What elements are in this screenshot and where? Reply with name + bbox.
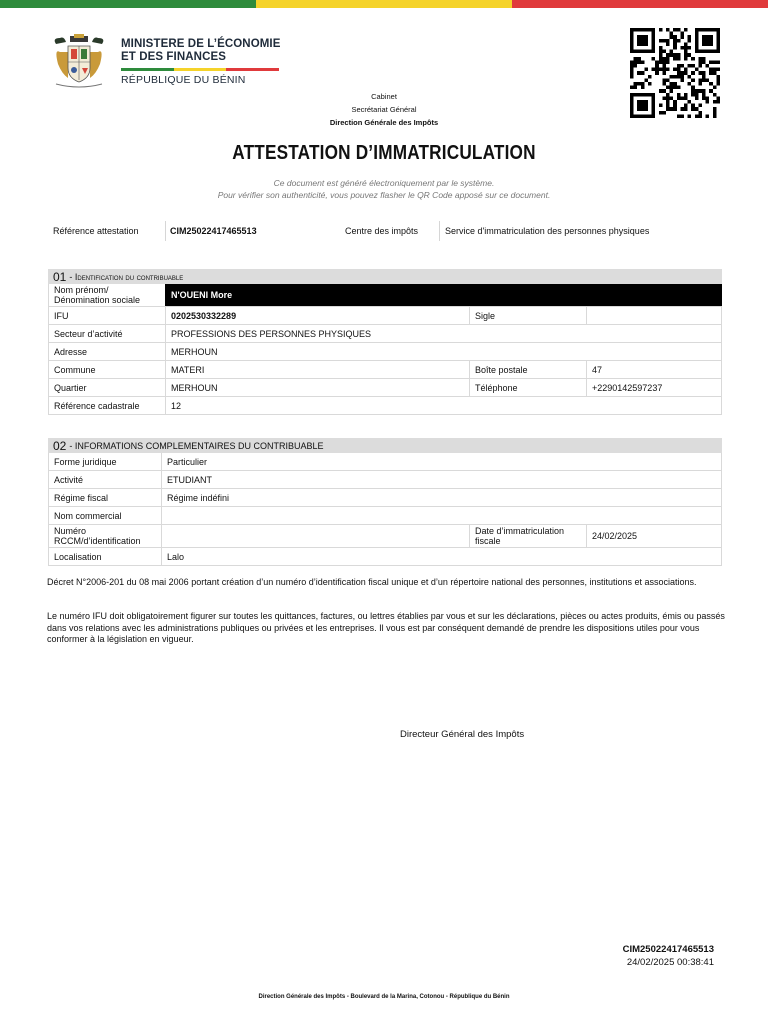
row-adresse <box>48 343 722 361</box>
date-label <box>469 525 586 547</box>
section-title-prefix: - I <box>69 271 78 282</box>
flag-band <box>0 0 768 8</box>
admin-secretariat: Secrétariat Général <box>351 105 417 114</box>
row-ifu <box>48 307 722 325</box>
commune-label: Commune <box>54 364 96 375</box>
telephone-value: +2290142597237 <box>586 379 721 396</box>
notice-line-1: Ce document est généré électroniquement par le système. <box>273 178 495 188</box>
nom-commercial-label: Nom commercial <box>54 510 122 521</box>
rccm-value <box>161 525 469 547</box>
ministry-color-rule <box>121 68 279 71</box>
activite-value: ETUDIANT <box>161 471 721 488</box>
name-label <box>49 284 165 306</box>
section-number: 01 <box>53 269 67 284</box>
document-title: ATTESTATION D’IMMATRICULATION <box>232 142 536 164</box>
row-cadastre <box>48 397 722 415</box>
admin-direction: Direction Générale des Impôts <box>329 118 439 127</box>
page-footer: Direction Générale des Impôts - Boulevard de la Marina, Cotonou - République du Bénin <box>258 994 510 1000</box>
row-regime <box>48 489 722 507</box>
flag-green-stripe <box>0 0 256 8</box>
footer-reference <box>623 943 714 969</box>
flag-red-stripe <box>512 0 768 8</box>
benin-coat-of-arms-icon <box>48 34 110 90</box>
localisation-label: Localisation <box>54 551 102 562</box>
rccm-label <box>49 525 161 547</box>
date-label-line2: fiscale <box>475 536 501 546</box>
rccm-label-line2: RCCM/d’identification <box>54 536 141 546</box>
row-commune <box>48 361 722 379</box>
row-forme <box>48 453 722 471</box>
cadastre-value: 12 <box>165 397 721 414</box>
quartier-label: Quartier <box>54 382 87 393</box>
notice-line-2: Pour vérifier son authenticité, vous pouvez flasher le QR Code apposé sur ce document. <box>217 189 551 200</box>
taxpayer-name-value: N'OUENI More <box>165 284 722 306</box>
section-02-header <box>48 438 722 453</box>
reference-row <box>48 221 722 241</box>
divider <box>165 221 166 241</box>
sigle-label: Sigle <box>469 307 586 324</box>
date-label-line1: Date d’immatriculation <box>475 526 565 536</box>
row-activite <box>48 471 722 489</box>
reference-value: CIM25022417465513 <box>170 226 257 236</box>
section-identification <box>48 269 722 415</box>
name-label-line2: Dénomination sociale <box>54 295 141 305</box>
ministry-name-line1: MINISTERE DE L’ÉCONOMIE <box>121 38 281 50</box>
decree-paragraph: Décret N°2006-201 du 08 mai 2006 portant création d’un numéro d’identification fiscal unique et d’un répertoire national des personnes, institutions et associations. <box>47 577 697 587</box>
adresse-value: MERHOUN <box>165 343 721 360</box>
nom-commercial-value <box>161 507 721 524</box>
row-secteur <box>48 325 722 343</box>
ifu-value: 0202530332289 <box>165 307 469 324</box>
ministry-name-line2: ET DES FINANCES <box>121 51 227 63</box>
date-value: 24/02/2025 <box>586 525 721 547</box>
secteur-value: PROFESSIONS DES PERSONNES PHYSIQUES <box>165 325 721 342</box>
regime-value: Régime indéfini <box>161 489 721 506</box>
centre-value: Service d'immatriculation des personnes physiques <box>445 226 650 236</box>
flag-yellow-stripe <box>256 0 512 8</box>
admin-cabinet: Cabinet <box>371 92 397 101</box>
rccm-label-line1: Numéro <box>54 526 87 536</box>
telephone-label: Téléphone <box>469 379 586 396</box>
localisation-value: Lalo <box>161 548 721 565</box>
row-nom-commercial <box>48 507 722 525</box>
divider <box>439 221 440 241</box>
row-localisation <box>48 548 722 566</box>
forme-label: Forme juridique <box>54 456 117 467</box>
section-title: dentification du contribuable <box>77 271 184 282</box>
section-complementary <box>48 438 722 566</box>
secteur-label: Secteur d’activité <box>54 328 123 339</box>
forme-value: Particulier <box>161 453 721 470</box>
boite-value: 47 <box>586 361 721 378</box>
row-quartier <box>48 379 722 397</box>
footer-reference-code: CIM25022417465513 <box>622 944 714 955</box>
admin-lines <box>0 90 768 129</box>
sigle-value <box>586 307 721 324</box>
centre-label: Centre des impôts <box>345 226 419 236</box>
activite-label: Activité <box>54 474 84 485</box>
quartier-value: MERHOUN <box>165 379 469 396</box>
name-label-line1: Nom prénom/ <box>54 285 109 295</box>
section-01-header <box>48 269 722 284</box>
electronic-notice <box>0 178 768 201</box>
ifu-label: IFU <box>54 310 69 321</box>
section-number: 02 <box>53 438 67 453</box>
row-rccm <box>48 525 722 548</box>
row-name <box>48 284 722 307</box>
signature-title: Directeur Général des Impôts <box>400 729 525 740</box>
ministry-block <box>121 38 280 86</box>
regime-label: Régime fiscal <box>54 492 109 503</box>
ifu-obligation-paragraph: Le numéro IFU doit obligatoirement figurer sur toutes les quittances, factures, ou lettres établies par vous et sur les déclarations, pièces ou actes produits, émis ou passés dans vos relations avec les administrations publiques ou privées et les entreprises. Il vous est par conséquent demandé de prendre les dispositions utiles pour vous conformer à la législation en vigueur. <box>47 611 725 644</box>
boite-label: Boîte postale <box>469 361 586 378</box>
reference-label: Référence attestation <box>53 226 139 236</box>
cadastre-label: Référence cadastrale <box>54 400 140 411</box>
republic-name: RÉPUBLIQUE DU BÉNIN <box>121 74 246 86</box>
section-title: - INFORMATIONS COMPLEMENTAIRES DU CONTRIBUABLE <box>69 440 324 451</box>
commune-value: MATERI <box>165 361 469 378</box>
adresse-label: Adresse <box>54 346 88 357</box>
footer-reference-datetime: 24/02/2025 00:38:41 <box>626 957 714 968</box>
